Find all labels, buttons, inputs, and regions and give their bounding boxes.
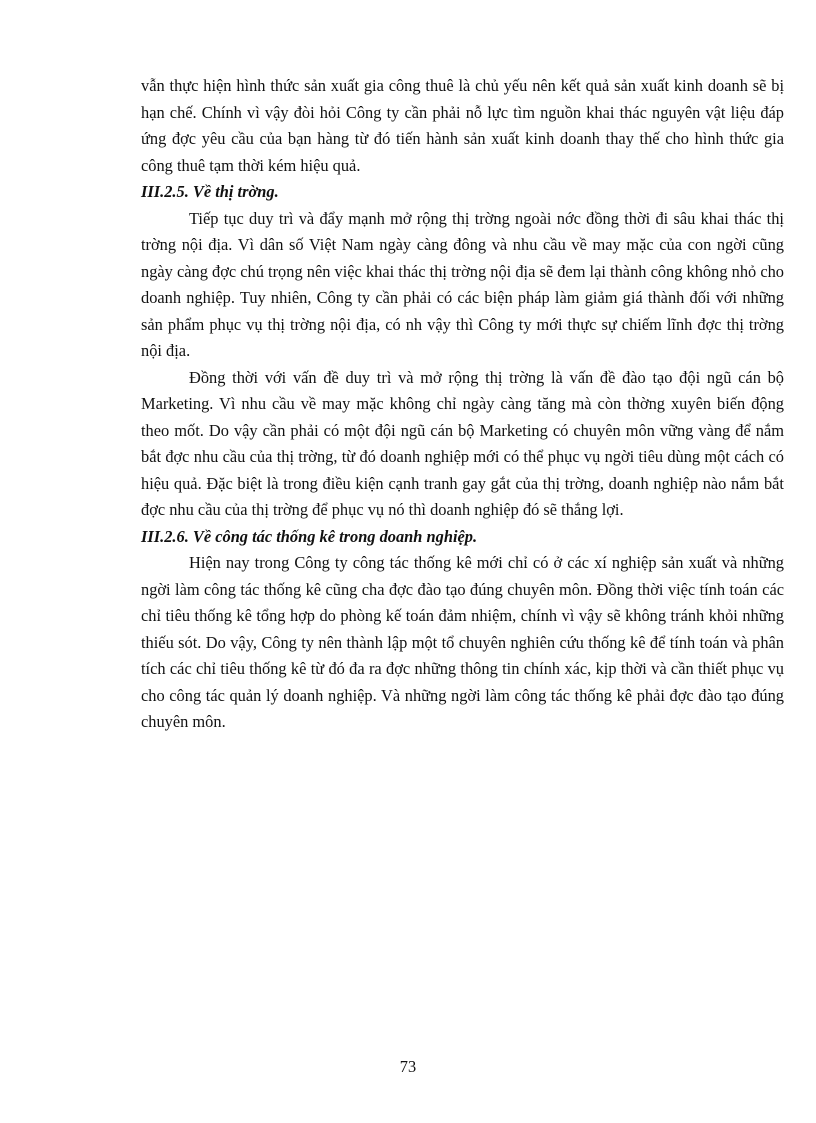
paragraph-market-expansion: Tiếp tục duy trì và đẩy mạnh mở rộng thị trờng ngoài nớc đồng thời đi sâu khai thác thị trờng nội địa. Vì dân số Việt Nam ngày càng đông và nhu cầu về may mặc của con ngời cũng ngày càng đợc chú trọng nên việc khai thác thị trờng nội địa sẽ đem lại thành công không nhỏ cho doanh nghiệp. Tuy nhiên, Công ty cần phải có các biện pháp làm giảm giá thành đối với những sản phẩm phục vụ thị trờng nội địa, có nh vậy thì Công ty mới thực sự chiếm lĩnh đợc thị trờng nội địa.	[141, 208, 784, 360]
section-heading-statistics: III.2.6. Về công tác thống kê trong doanh nghiệp.	[141, 526, 478, 546]
page-number: 73	[399, 1057, 417, 1076]
paragraph-statistics: Hiện nay trong Công ty công tác thống kê mới chỉ có ở các xí nghiệp sản xuất và những ngời làm công tác thống kê cũng cha đợc đào tạo đúng chuyên môn. Đồng thời việc tính toán các chỉ tiêu thống kê tổng hợp do phòng kế toán đảm nhiệm, chính vì vậy sẽ không tránh khỏi những thiếu sót. Do vậy, Công ty nên thành lập một tổ chuyên nghiên cứu thống kê để tính toán và phân tích các chỉ tiêu thống kê từ đó đa ra đợc những thông tin chính xác, kịp thời và cần thiết phục vụ cho công tác quản lý doanh nghiệp. Và những ngời làm công tác thống kê phải đợc đào tạo đúng chuyên môn.	[141, 553, 784, 731]
paragraph-continuation: vẫn thực hiện hình thức sản xuất gia công thuê là chủ yếu nên kết quả sản xuất kinh doanh sẽ bị hạn chế. Chính vì vậy đòi hỏi Công ty cần phải nỗ lực tìm nguồn khai thác nguyên vật liệu đáp ứng đợc yêu cầu của bạn hàng từ đó tiến hành sản xuất kinh doanh thay thế cho hình thức gia công thuê tạm thời kém hiệu quả.	[141, 76, 784, 175]
section-heading-market: III.2.5. Về thị trờng.	[141, 182, 279, 201]
page-body	[141, 73, 784, 736]
paragraph-marketing-staff: Đồng thời với vấn đề duy trì và mở rộng thị trờng là vấn đề đào tạo đội ngũ cán bộ Marketing. Vì nhu cầu về may mặc không chỉ ngày càng tăng mà còn thờng xuyên biến động theo mốt. Do vậy cần phải có một đội ngũ cán bộ Marketing có chuyên môn vững vàng để nắm bắt đợc nhu cầu của thị trờng, từ đó doanh nghiệp mới có thể phục vụ ngời tiêu dùng một cách có hiệu quả. Đặc biệt là trong điều kiện cạnh tranh gay gắt của thị trờng, doanh nghiệp nào nắm bắt đợc nhu cầu của thị trờng để phục vụ nó thì doanh nghiệp đó sẽ thắng lợi.	[141, 367, 784, 519]
